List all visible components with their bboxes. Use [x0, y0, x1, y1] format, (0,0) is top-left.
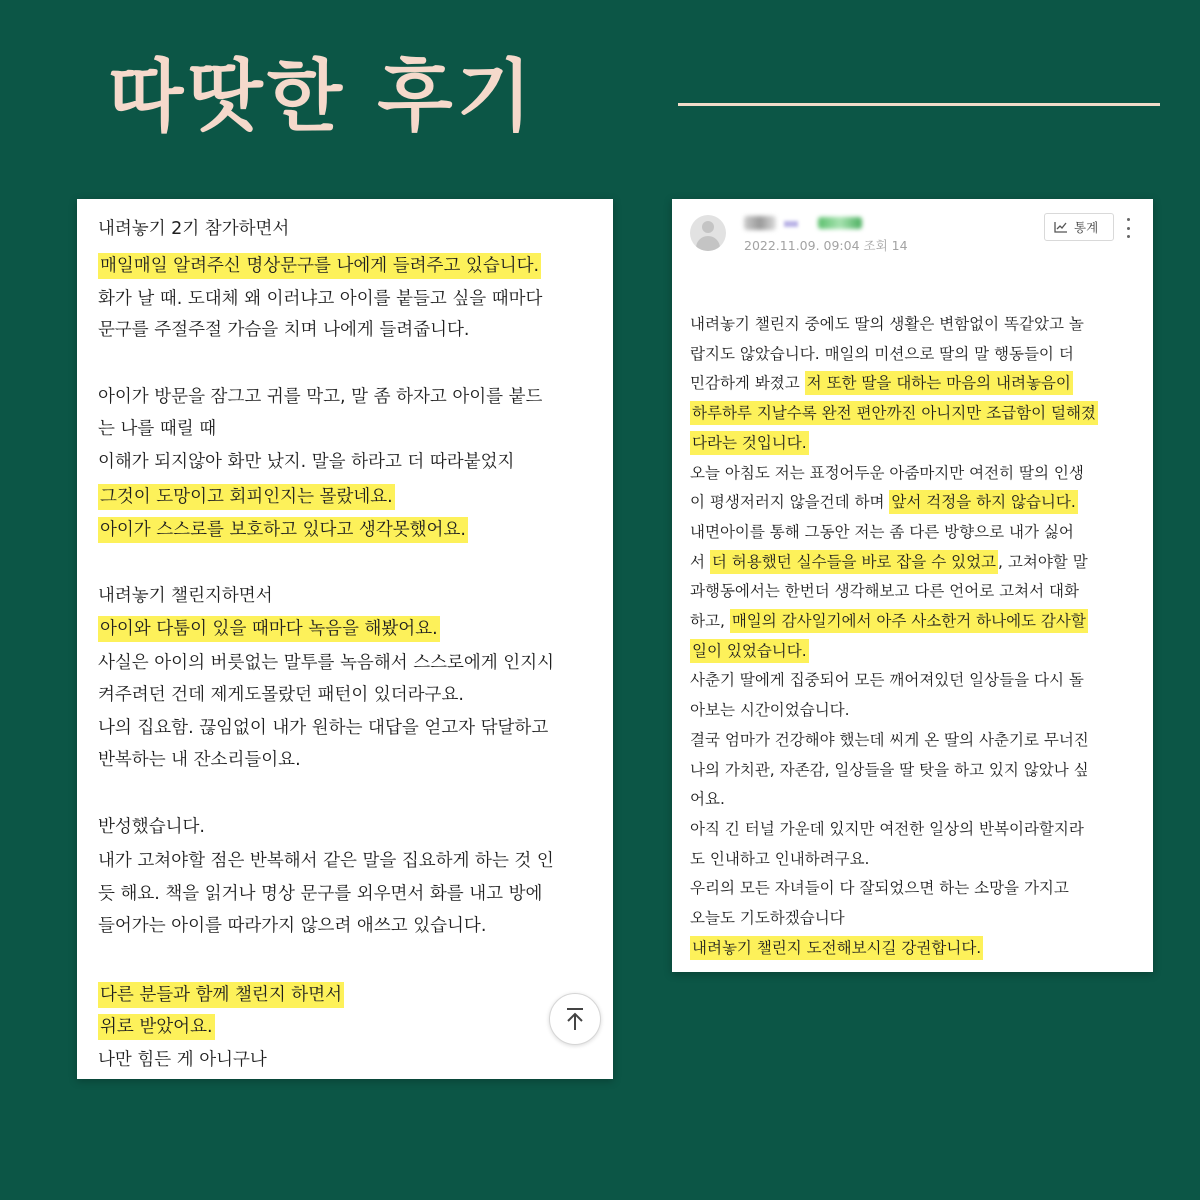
highlight: 아이와 다툼이 있을 때마다 녹음을 해봤어요.	[98, 616, 440, 642]
text-line	[98, 250, 541, 282]
text-line: 켜주려던 건데 제게도몰랐던 패턴이 있더라구요.	[98, 685, 464, 705]
review-screenshot-left	[77, 199, 613, 1079]
text-span: 우리의 모든 자녀들이 다 잘되었으면 하는 소망을 가지고	[690, 879, 1069, 898]
text-span: 아직 긴 터널 가운데 있지만 여전한 일상의 반복이라할지라	[690, 819, 1084, 838]
text-line	[690, 548, 1088, 577]
text-line	[690, 429, 809, 458]
text-span: 도 인내하고 인내하려구요.	[690, 849, 870, 868]
text-line	[98, 979, 344, 1011]
review-screenshot-right	[672, 199, 1153, 972]
text-line	[690, 904, 845, 933]
text-line	[690, 815, 1084, 844]
text-span: 민감하게 봐졌고	[690, 374, 805, 393]
text-span: 내려놓기 챌린지 중에도 딸의 생활은 변함없이 똑같았고 놀	[690, 315, 1084, 333]
post-date-views: 2022.11.09. 09:04 조회 14	[744, 238, 908, 253]
text-line	[690, 637, 809, 666]
text-line	[690, 577, 1079, 606]
text-line	[98, 514, 468, 546]
text-line: 듯 해요. 책을 읽거나 명상 문구를 외우면서 화를 내고 방에	[98, 884, 543, 904]
text-line	[690, 518, 1074, 547]
author-level-blurred	[818, 217, 862, 229]
text-line	[690, 607, 1088, 636]
text-span: 이 평생저러지 않을건데 하며	[690, 493, 890, 512]
default-profile-icon[interactable]	[690, 215, 726, 251]
text-line: 는 나를 때릴 때	[98, 419, 217, 439]
text-line: 이해가 되지않아 화만 났지. 말을 하라고 더 따라붙었지	[98, 452, 515, 472]
text-line: 아이가 방문을 잠그고 귀를 막고, 말 좀 하자고 아이를 붙드	[98, 387, 543, 407]
text-line	[98, 613, 440, 645]
text-span: 어요.	[690, 790, 725, 809]
highlight: 내려놓기 챌린지 도전해보시길 강권합니다.	[690, 936, 983, 960]
text-line: 나의 집요함. 끊임없이 내가 원하는 대답을 얻고자 닦달하고	[98, 718, 549, 738]
text-line	[690, 874, 1069, 903]
text-line: 문구를 주절주절 가슴을 치며 나에게 들려줍니다.	[98, 320, 470, 340]
text-line	[98, 1011, 215, 1043]
text-line: 내려놓기 챌린지하면서	[98, 586, 273, 606]
text-line	[690, 340, 1074, 369]
highlight: 하루하루 지날수록 완전 편안까진 아니지만 조급함이 덜해졌	[690, 401, 1098, 425]
text-line	[690, 696, 850, 725]
text-line	[690, 785, 725, 814]
title-divider	[678, 103, 1160, 106]
text-span: 서	[690, 552, 710, 571]
text-line	[690, 369, 1073, 398]
text-line: 내가 고쳐야할 점은 반복해서 같은 말을 집요하게 하는 것 인	[98, 851, 554, 871]
text-line: 화가 날 때. 도대체 왜 이러냐고 아이를 붙들고 싶을 때마다	[98, 289, 543, 309]
highlight: 아이가 스스로를 보호하고 있다고 생각못했어요.	[98, 517, 468, 543]
text-span: 사춘기 딸에게 집중되어 모든 깨어져있던 일상들을 다시 돌	[690, 671, 1084, 690]
text-line: 반복하는 내 잔소리들이요.	[98, 750, 301, 770]
text-span: 과행동에서는 한번더 생각해보고 다른 언어로 고쳐서 대화	[690, 582, 1079, 601]
text-span: 아보는 시간이었습니다.	[690, 701, 850, 720]
highlight: 저 또한 딸을 대하는 마음의 내려놓음이	[805, 371, 1073, 395]
highlight: 다라는 것입니다.	[690, 431, 809, 455]
page-title: 따땃한 후기	[108, 51, 536, 142]
text-line: 들어가는 아이를 따라가지 않으려 애쓰고 있습니다.	[98, 916, 487, 936]
highlight: 위로 받았어요.	[98, 1014, 215, 1040]
author-badge-blurred	[784, 221, 798, 227]
highlight: 매일의 감사일기에서 아주 사소한거 하나에도 감사할	[730, 609, 1088, 633]
highlight: 일이 있었습니다.	[690, 639, 809, 663]
text-line	[690, 488, 1078, 517]
author-name-blurred	[744, 216, 776, 230]
highlight: 앞서 걱정을 하지 않습니다.	[889, 490, 1077, 514]
text-line	[690, 459, 1084, 488]
text-line: 나만 힘든 게 아니구나	[98, 1050, 267, 1070]
more-vertical-icon[interactable]	[1124, 218, 1132, 238]
text-span: 오늘도 기도하겠습니다	[690, 909, 845, 927]
text-line	[690, 934, 983, 963]
text-span: 하고,	[690, 612, 730, 630]
highlight: 더 허용했던 실수들을 바로 잡을 수 있었고	[710, 550, 998, 574]
text-span: , 고쳐야할 말	[998, 552, 1088, 571]
stats-label: 통계	[1074, 220, 1099, 235]
text-line	[690, 310, 1084, 339]
text-line: 내려놓기 2기 참가하면서	[98, 219, 290, 239]
text-span: 나의 가치관, 자존감, 일상들을 딸 탓을 하고 있지 않았나 싶	[690, 760, 1089, 779]
highlight: 다른 분들과 함께 챌린지 하면서	[98, 982, 344, 1008]
highlight: 그것이 도망이고 회피인지는 몰랐네요.	[98, 484, 395, 510]
text-span: 오늘 아침도 저는 표정어두운 아줌마지만 여전히 딸의 인생	[690, 463, 1084, 482]
text-line	[690, 726, 1089, 755]
text-line	[690, 845, 870, 874]
scroll-to-top-button[interactable]	[549, 993, 601, 1045]
text-line	[98, 481, 395, 513]
text-line: 반성했습니다.	[98, 817, 205, 837]
arrow-up-to-top-icon	[563, 1006, 587, 1032]
text-line	[690, 399, 1098, 428]
chart-icon	[1054, 221, 1068, 233]
text-line	[690, 666, 1084, 695]
stats-button[interactable]	[1044, 213, 1114, 241]
text-line	[690, 756, 1089, 785]
text-line: 사실은 아이의 버릇없는 말투를 녹음해서 스스로에게 인지시	[98, 653, 554, 673]
text-span: 결국 엄마가 건강해야 했는데 씨게 온 딸의 사춘기로 무너진	[690, 730, 1089, 749]
highlight: 매일매일 알려주신 명상문구를 나에게 들려주고 있습니다.	[98, 253, 541, 279]
text-span: 내면아이를 통해 그동안 저는 좀 다른 방향으로 내가 싫어	[690, 522, 1074, 541]
text-span: 랍지도 않았습니다. 매일의 미션으로 딸의 말 행동들이 더	[690, 344, 1074, 363]
